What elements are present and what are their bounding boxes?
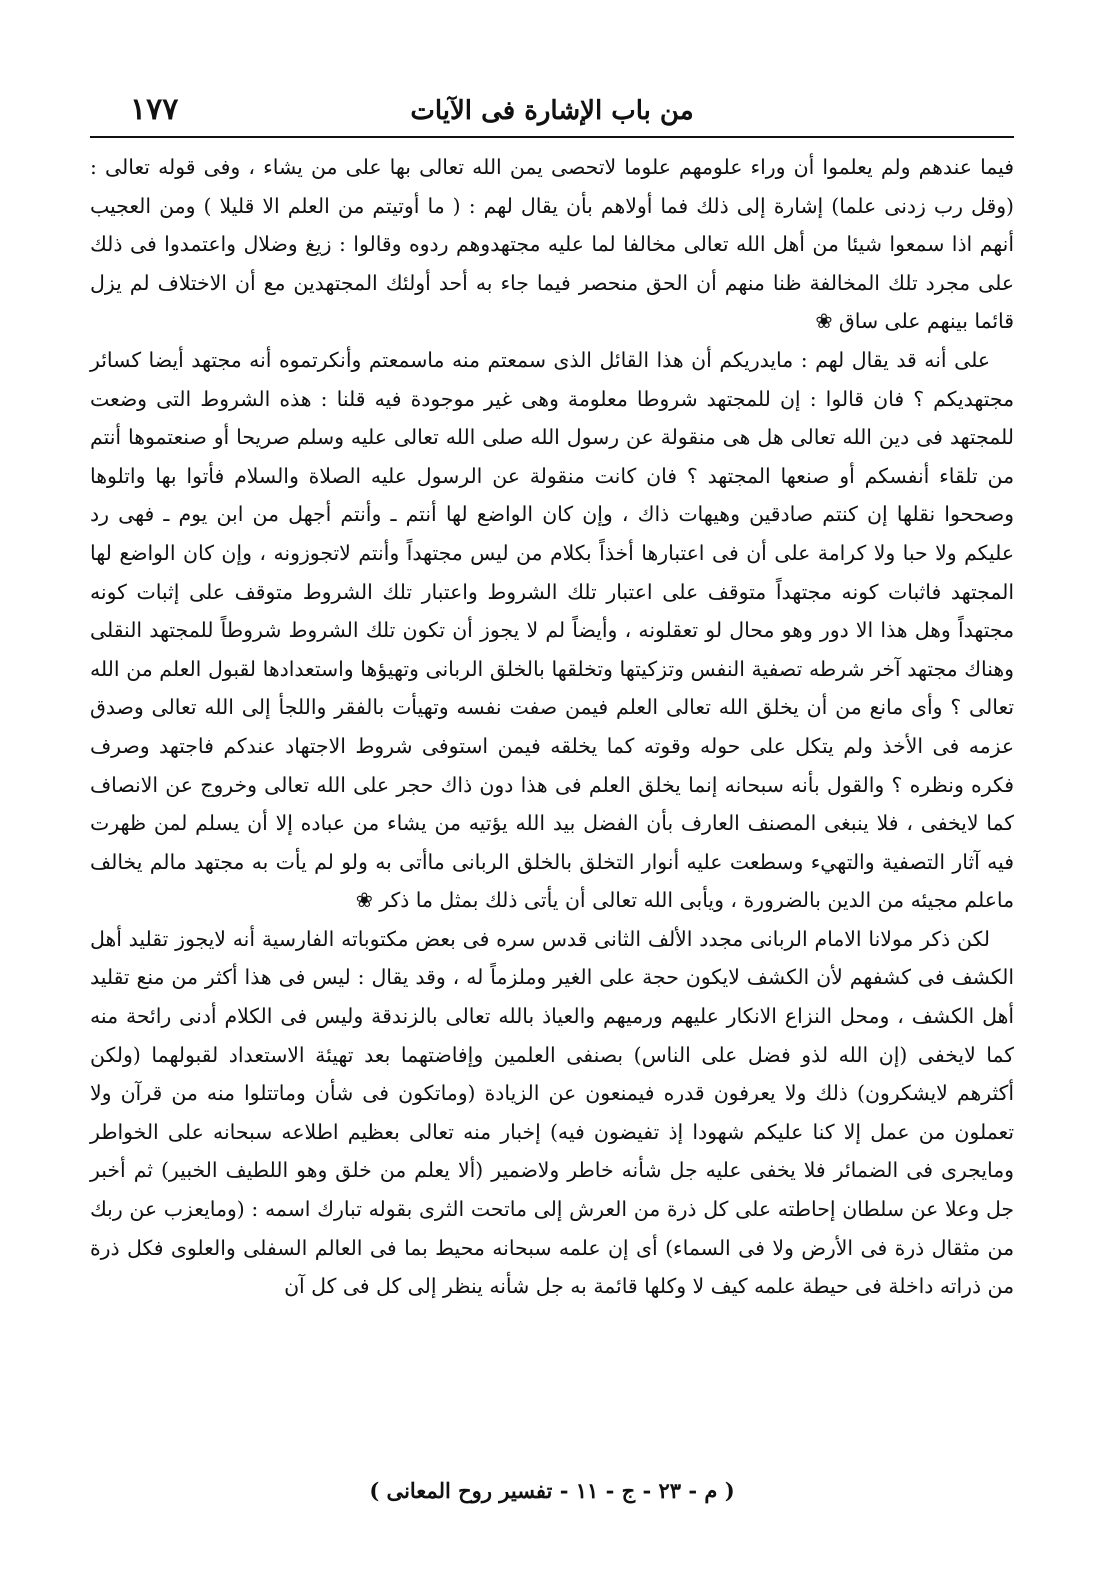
body-text [90, 148, 1014, 1306]
page-number: ١٧٧ [130, 92, 179, 127]
book-page [90, 84, 1014, 1514]
paragraph-1: فيما عندهم ولم يعلموا أن وراء علومهم علوما لاتحصى يمن الله تعالى بها على من يشاء ، وفى قوله تعالى : (وقل رب زدنى علما) إشارة إلى ذلك فما أولاهم بأن يقال لهم : ( ما أوتيتم من العلم الا قليلا ) ومن العجيب أنهم اذا سمعوا شيئا من أهل الله تعالى مخالفا لما عليه مجتهدوهم ردوه وقالوا : زيغ وضلال واعتمدوا فى ذلك على مجرد تلك المخالفة ظنا منهم أن الحق منحصر فيما جاء به أحد أولئك المجتهدين مع أن الاختلاف لم يزل قائما بينهم على ساق ❀ [90, 155, 1014, 334]
paragraph-3: لكن ذكر مولانا الامام الربانى مجدد الألف الثانى قدس سره فى بعض مكتوباته الفارسية أنه لايجوز تقليد أهل الكشف فى كشفهم لأن الكشف لايكون حجة على الغير وملزماً له ، وقد يقال : ليس فى هذا أكثر من منع تقليد أهل الكشف ، ومحل النزاع الانكار عليهم ورميهم والعياذ بالله تعالى بالزندقة وليس فى الكلام أدنى رائحة منه كما لايخفى (إن الله لذو فضل على الناس) بصنفى العلمين وإفاضتهما بعد تهيئة الاستعداد لقبولهما (ولكن أكثرهم لايشكرون) ذلك ولا يعرفون قدره فيمنعون عن الزيادة (وماتكون فى شأن وماتتلوا منه من قرآن ولا تعملون من عمل إلا كنا عليكم شهودا إذ تفيضون فيه) إخبار منه تعالى بعظيم اطلاعه سبحانه على الخواطر ومايجرى فى الضمائر فلا يخفى عليه جل شأنه خاطر ولاضمير (ألا يعلم من خلق وهو اللطيف الخبير) ثم أخبر جل وعلا عن سلطان إحاطته على كل ذرة من العرش إلى ماتحت الثرى بقوله تبارك اسمه : (ومايعزب عن ربك من مثقال ذرة فى الأرض ولا فى السماء) أى إن علمه سبحانه محيط بما فى العالم السفلى والعلوى فكل ذرة من ذراته داخلة فى حيطة علمه كيف لا وكلها قائمة به جل شأنه ينظر إلى كل فى كل آن [90, 926, 1014, 1299]
header-rule [90, 136, 1014, 138]
page-header [90, 84, 1014, 136]
footer-signature: ( م - ٢٣ - ج - ١١ - تفسير روح المعانى ) [369, 1478, 735, 1503]
paragraph-2: على أنه قد يقال لهم : مايدريكم أن هذا القائل الذى سمعتم منه ماسمعتم وأنكرتموه أنه مجتهد أيضا كسائر مجتهديكم ؟ فان قالوا : إن للمجتهد شروطا معلومة وهى غير موجودة فيه قلنا : هذه الشروط التى وضعت للمجتهد فى دين الله تعالى هل هى منقولة عن رسول الله صلى الله تعالى عليه وسلم صريحا أو صنعتموها أنتم من تلقاء أنفسكم أو صنعها المجتهد ؟ فان كانت منقولة عن الرسول عليه الصلاة والسلام فأتوا بها واتلوها وصححوا نقلها إن كنتم صادقين وهيهات ذاك ، وإن كان الواضع لها أنتم ـ وأنتم أجهل من ابن يوم ـ فهى رد عليكم ولا حبا ولا كرامة على أن فى اعتبارها أخذاً بكلام من ليس مجتهداً وأنتم لاتجوزونه ، وإن كان الواضع لها المجتهد فاثبات كونه مجتهداً متوقف على اعتبار تلك الشروط واعتبار تلك الشروط متوقف على إثبات كونه مجتهداً وهل هذا الا دور وهو محال لو تعقلونه ، وأيضاً لم لا يجوز أن تكون تلك الشروط شروطاً للمجتهد النقلى وهناك مجتهد آخر شرطه تصفية النفس وتزكيتها وتخلقها بالخلق الربانى وتهيؤها واستعدادها لقبول العلم من الله تعالى ؟ وأى مانع من أن يخلق الله تعالى العلم فيمن صفت نفسه وتهيأت بالفقر واللجأ إلى الله تعالى وصدق عزمه فى الأخذ ولم يتكل على حوله وقوته كما يخلقه فيمن استوفى شروط الاجتهاد عندكم فاجتهد وصرف فكره ونظره ؟ والقول بأنه سبحانه إنما يخلق العلم فى هذا دون ذاك حجر على الله تعالى وخروج عن الانصاف كما لايخفى ، فلا ينبغى المصنف العارف بأن الفضل بيد الله يؤتيه من يشاء من عباده إلا أن يسلم لمن ظهرت فيه آثار التصفية والتهيء وسطعت عليه أنوار التخلق بالخلق الربانى ماأتى به ولو لم يأت به مجتهد مالم يخالف ماعلم مجيئه من الدين بالضرورة ، ويأبى الله تعالى أن يأتى ذلك بمثل ما ذكر ❀ [90, 347, 1014, 913]
running-title: من باب الإشارة فى الآيات [410, 96, 694, 126]
